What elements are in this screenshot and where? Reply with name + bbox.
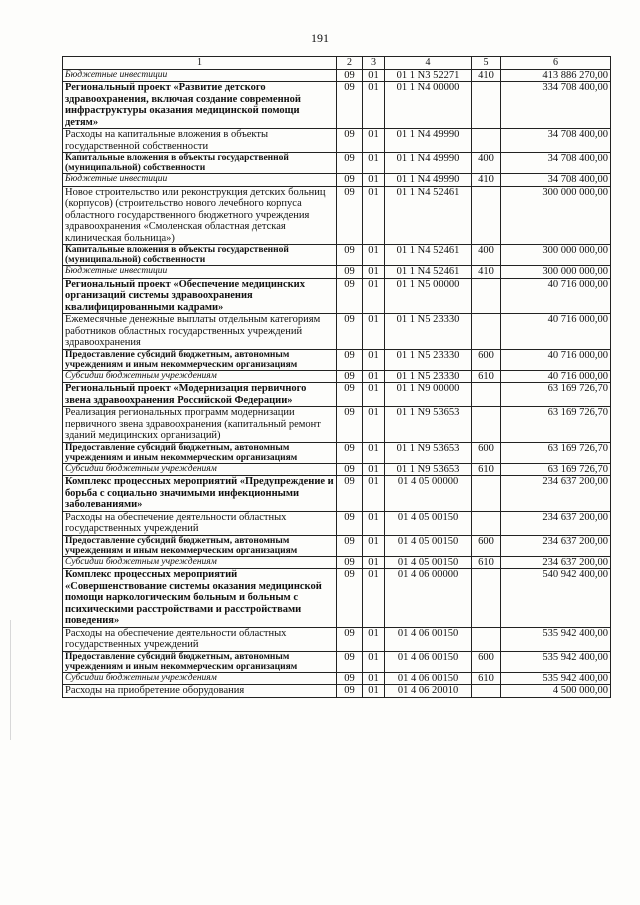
row-name: Субсидии бюджетным учреждениям bbox=[63, 463, 337, 476]
row-expense-type bbox=[472, 685, 501, 698]
row-expense-type bbox=[472, 82, 501, 129]
row-target-code: 01 1 N4 49990 bbox=[385, 129, 472, 153]
column-header-name: 1 bbox=[63, 57, 337, 70]
row-subsection: 01 bbox=[363, 245, 385, 266]
row-amount: 63 169 726,70 bbox=[501, 442, 611, 463]
table-row bbox=[63, 556, 611, 569]
row-amount: 34 708 400,00 bbox=[501, 174, 611, 187]
table-row bbox=[63, 383, 611, 407]
row-name: Региональный проект «Обеспечение медицинских организаций системы здравоохранения квалифицированными кадрами» bbox=[63, 278, 337, 314]
row-amount: 413 886 270,00 bbox=[501, 69, 611, 82]
row-target-code: 01 1 N4 00000 bbox=[385, 82, 472, 129]
row-name: Предоставление субсидий бюджетным, автономным учреждениям и иным некоммерческим организациям bbox=[63, 651, 337, 672]
row-expense-type: 600 bbox=[472, 349, 501, 370]
row-section: 09 bbox=[337, 442, 363, 463]
row-name: Бюджетные инвестиции bbox=[63, 69, 337, 82]
row-section: 09 bbox=[337, 685, 363, 698]
row-section: 09 bbox=[337, 463, 363, 476]
budget-table bbox=[62, 56, 611, 698]
row-subsection: 01 bbox=[363, 685, 385, 698]
row-name: Расходы на обеспечение деятельности областных государственных учреждений bbox=[63, 627, 337, 651]
row-name: Субсидии бюджетным учреждениям bbox=[63, 556, 337, 569]
row-subsection: 01 bbox=[363, 82, 385, 129]
row-target-code: 01 4 06 00150 bbox=[385, 627, 472, 651]
row-subsection: 01 bbox=[363, 186, 385, 245]
row-name: Бюджетные инвестиции bbox=[63, 174, 337, 187]
row-amount: 234 637 200,00 bbox=[501, 511, 611, 535]
row-section: 09 bbox=[337, 82, 363, 129]
row-expense-type: 410 bbox=[472, 174, 501, 187]
row-subsection: 01 bbox=[363, 370, 385, 383]
row-name: Комплекс процессных мероприятий «Совершенствование системы оказания медицинской помощи наркологическим больным и больным с психическими расстройствами и расстройствами поведения» bbox=[63, 569, 337, 628]
column-header-amount: 6 bbox=[501, 57, 611, 70]
row-subsection: 01 bbox=[363, 383, 385, 407]
row-subsection: 01 bbox=[363, 627, 385, 651]
row-expense-type: 600 bbox=[472, 442, 501, 463]
row-target-code: 01 4 05 00150 bbox=[385, 535, 472, 556]
row-expense-type: 600 bbox=[472, 651, 501, 672]
row-name: Бюджетные инвестиции bbox=[63, 266, 337, 279]
row-name: Капитальные вложения в объекты государственной (муниципальной) собственности bbox=[63, 153, 337, 174]
row-subsection: 01 bbox=[363, 556, 385, 569]
header-row bbox=[63, 57, 611, 70]
row-name: Региональный проект «Развитие детского здравоохранения, включая создание современной инфраструктуры оказания медицинской помощи детям» bbox=[63, 82, 337, 129]
row-expense-type bbox=[472, 129, 501, 153]
row-expense-type: 610 bbox=[472, 556, 501, 569]
row-subsection: 01 bbox=[363, 511, 385, 535]
row-amount: 63 169 726,70 bbox=[501, 463, 611, 476]
row-target-code: 01 1 N4 49990 bbox=[385, 153, 472, 174]
row-section: 09 bbox=[337, 407, 363, 443]
table-row bbox=[63, 314, 611, 350]
row-target-code: 01 1 N9 53653 bbox=[385, 407, 472, 443]
row-amount: 40 716 000,00 bbox=[501, 278, 611, 314]
table-row bbox=[63, 266, 611, 279]
row-section: 09 bbox=[337, 129, 363, 153]
row-expense-type: 410 bbox=[472, 266, 501, 279]
row-subsection: 01 bbox=[363, 278, 385, 314]
row-amount: 300 000 000,00 bbox=[501, 266, 611, 279]
page-number: 191 bbox=[311, 31, 329, 45]
row-name: Предоставление субсидий бюджетным, автономным учреждениям и иным некоммерческим организациям bbox=[63, 442, 337, 463]
row-target-code: 01 1 N5 23330 bbox=[385, 370, 472, 383]
row-target-code: 01 4 05 00150 bbox=[385, 511, 472, 535]
table-row bbox=[63, 407, 611, 443]
row-name: Реализация региональных программ модернизации первичного звена здравоохранения (капитальный ремонт зданий медицинских организаций) bbox=[63, 407, 337, 443]
row-name: Расходы на приобретение оборудования bbox=[63, 685, 337, 698]
row-target-code: 01 4 05 00150 bbox=[385, 556, 472, 569]
row-subsection: 01 bbox=[363, 651, 385, 672]
table-row bbox=[63, 672, 611, 685]
row-target-code: 01 1 N9 53653 bbox=[385, 463, 472, 476]
row-section: 09 bbox=[337, 349, 363, 370]
row-section: 09 bbox=[337, 511, 363, 535]
column-header-section: 2 bbox=[337, 57, 363, 70]
row-subsection: 01 bbox=[363, 349, 385, 370]
column-header-target-code: 4 bbox=[385, 57, 472, 70]
table-body bbox=[63, 69, 611, 697]
table-row bbox=[63, 82, 611, 129]
row-section: 09 bbox=[337, 569, 363, 628]
row-amount: 234 637 200,00 bbox=[501, 556, 611, 569]
table-row bbox=[63, 186, 611, 245]
table-row bbox=[63, 535, 611, 556]
row-name: Расходы на капитальные вложения в объекты государственной собственности bbox=[63, 129, 337, 153]
column-header-subsection: 3 bbox=[363, 57, 385, 70]
row-name: Расходы на обеспечение деятельности областных государственных учреждений bbox=[63, 511, 337, 535]
row-amount: 535 942 400,00 bbox=[501, 627, 611, 651]
row-amount: 63 169 726,70 bbox=[501, 407, 611, 443]
row-section: 09 bbox=[337, 314, 363, 350]
row-expense-type: 610 bbox=[472, 672, 501, 685]
row-amount: 540 942 400,00 bbox=[501, 569, 611, 628]
table-row bbox=[63, 651, 611, 672]
row-section: 09 bbox=[337, 476, 363, 512]
row-amount: 334 708 400,00 bbox=[501, 82, 611, 129]
row-target-code: 01 1 N5 00000 bbox=[385, 278, 472, 314]
row-amount: 535 942 400,00 bbox=[501, 672, 611, 685]
table-row bbox=[63, 174, 611, 187]
table-row bbox=[63, 69, 611, 82]
row-section: 09 bbox=[337, 651, 363, 672]
row-expense-type: 400 bbox=[472, 153, 501, 174]
row-name: Субсидии бюджетным учреждениям bbox=[63, 370, 337, 383]
row-target-code: 01 1 N5 23330 bbox=[385, 349, 472, 370]
table-row bbox=[63, 370, 611, 383]
row-section: 09 bbox=[337, 627, 363, 651]
row-section: 09 bbox=[337, 535, 363, 556]
row-subsection: 01 bbox=[363, 69, 385, 82]
row-target-code: 01 1 N9 00000 bbox=[385, 383, 472, 407]
row-target-code: 01 1 N3 52271 bbox=[385, 69, 472, 82]
row-amount: 34 708 400,00 bbox=[501, 153, 611, 174]
row-name: Предоставление субсидий бюджетным, автономным учреждениям и иным некоммерческим организациям bbox=[63, 535, 337, 556]
row-subsection: 01 bbox=[363, 407, 385, 443]
row-expense-type bbox=[472, 407, 501, 443]
row-expense-type bbox=[472, 569, 501, 628]
row-subsection: 01 bbox=[363, 569, 385, 628]
table-row bbox=[63, 476, 611, 512]
row-section: 09 bbox=[337, 383, 363, 407]
table-row bbox=[63, 442, 611, 463]
row-expense-type: 610 bbox=[472, 463, 501, 476]
row-section: 09 bbox=[337, 556, 363, 569]
row-amount: 34 708 400,00 bbox=[501, 129, 611, 153]
row-target-code: 01 1 N5 23330 bbox=[385, 314, 472, 350]
row-expense-type bbox=[472, 627, 501, 651]
table-row bbox=[63, 245, 611, 266]
row-name: Предоставление субсидий бюджетным, автономным учреждениям и иным некоммерческим организациям bbox=[63, 349, 337, 370]
row-amount: 40 716 000,00 bbox=[501, 349, 611, 370]
row-subsection: 01 bbox=[363, 174, 385, 187]
row-section: 09 bbox=[337, 672, 363, 685]
row-subsection: 01 bbox=[363, 266, 385, 279]
row-amount: 4 500 000,00 bbox=[501, 685, 611, 698]
row-target-code: 01 4 06 00000 bbox=[385, 569, 472, 628]
row-name: Новое строительство или реконструкция детских больниц (корпусов) (строительство нового лечебного корпуса областного государственного бюджетного учреждения здравоохранения «Смоленская областная детская клиническая больница») bbox=[63, 186, 337, 245]
row-amount: 40 716 000,00 bbox=[501, 370, 611, 383]
table-row bbox=[63, 153, 611, 174]
row-section: 09 bbox=[337, 186, 363, 245]
table-row bbox=[63, 685, 611, 698]
table-row bbox=[63, 278, 611, 314]
row-name: Комплекс процессных мероприятий «Предупреждение и борьба с социально значимыми инфекционными заболеваниями» bbox=[63, 476, 337, 512]
row-name: Ежемесячные денежные выплаты отдельным категориям работников областных государственных учреждений здравоохранения bbox=[63, 314, 337, 350]
row-amount: 40 716 000,00 bbox=[501, 314, 611, 350]
row-subsection: 01 bbox=[363, 153, 385, 174]
table-row bbox=[63, 511, 611, 535]
row-section: 09 bbox=[337, 370, 363, 383]
row-amount: 63 169 726,70 bbox=[501, 383, 611, 407]
row-subsection: 01 bbox=[363, 672, 385, 685]
row-subsection: 01 bbox=[363, 535, 385, 556]
table-row bbox=[63, 569, 611, 628]
row-section: 09 bbox=[337, 174, 363, 187]
table-row bbox=[63, 463, 611, 476]
row-amount: 234 637 200,00 bbox=[501, 476, 611, 512]
row-expense-type: 610 bbox=[472, 370, 501, 383]
row-name: Региональный проект «Модернизация первичного звена здравоохранения Российской Федерации» bbox=[63, 383, 337, 407]
row-section: 09 bbox=[337, 278, 363, 314]
row-target-code: 01 4 06 20010 bbox=[385, 685, 472, 698]
row-subsection: 01 bbox=[363, 463, 385, 476]
row-expense-type: 400 bbox=[472, 245, 501, 266]
row-subsection: 01 bbox=[363, 476, 385, 512]
row-expense-type bbox=[472, 314, 501, 350]
row-expense-type: 600 bbox=[472, 535, 501, 556]
table-row bbox=[63, 129, 611, 153]
row-section: 09 bbox=[337, 245, 363, 266]
row-target-code: 01 4 05 00000 bbox=[385, 476, 472, 512]
row-amount: 300 000 000,00 bbox=[501, 245, 611, 266]
row-subsection: 01 bbox=[363, 129, 385, 153]
row-expense-type bbox=[472, 511, 501, 535]
row-subsection: 01 bbox=[363, 314, 385, 350]
row-expense-type bbox=[472, 186, 501, 245]
row-section: 09 bbox=[337, 153, 363, 174]
row-target-code: 01 4 06 00150 bbox=[385, 651, 472, 672]
row-expense-type: 410 bbox=[472, 69, 501, 82]
table-row bbox=[63, 627, 611, 651]
row-subsection: 01 bbox=[363, 442, 385, 463]
row-expense-type bbox=[472, 383, 501, 407]
row-target-code: 01 1 N4 49990 bbox=[385, 174, 472, 187]
row-section: 09 bbox=[337, 266, 363, 279]
column-header-expense-type: 5 bbox=[472, 57, 501, 70]
row-target-code: 01 1 N4 52461 bbox=[385, 245, 472, 266]
scan-margin-line bbox=[10, 620, 11, 740]
table-row bbox=[63, 349, 611, 370]
row-expense-type bbox=[472, 476, 501, 512]
row-amount: 234 637 200,00 bbox=[501, 535, 611, 556]
row-expense-type bbox=[472, 278, 501, 314]
row-target-code: 01 1 N4 52461 bbox=[385, 186, 472, 245]
row-target-code: 01 1 N4 52461 bbox=[385, 266, 472, 279]
row-amount: 300 000 000,00 bbox=[501, 186, 611, 245]
row-section: 09 bbox=[337, 69, 363, 82]
row-name: Капитальные вложения в объекты государственной (муниципальной) собственности bbox=[63, 245, 337, 266]
row-name: Субсидии бюджетным учреждениям bbox=[63, 672, 337, 685]
row-amount: 535 942 400,00 bbox=[501, 651, 611, 672]
row-target-code: 01 4 06 00150 bbox=[385, 672, 472, 685]
row-target-code: 01 1 N9 53653 bbox=[385, 442, 472, 463]
